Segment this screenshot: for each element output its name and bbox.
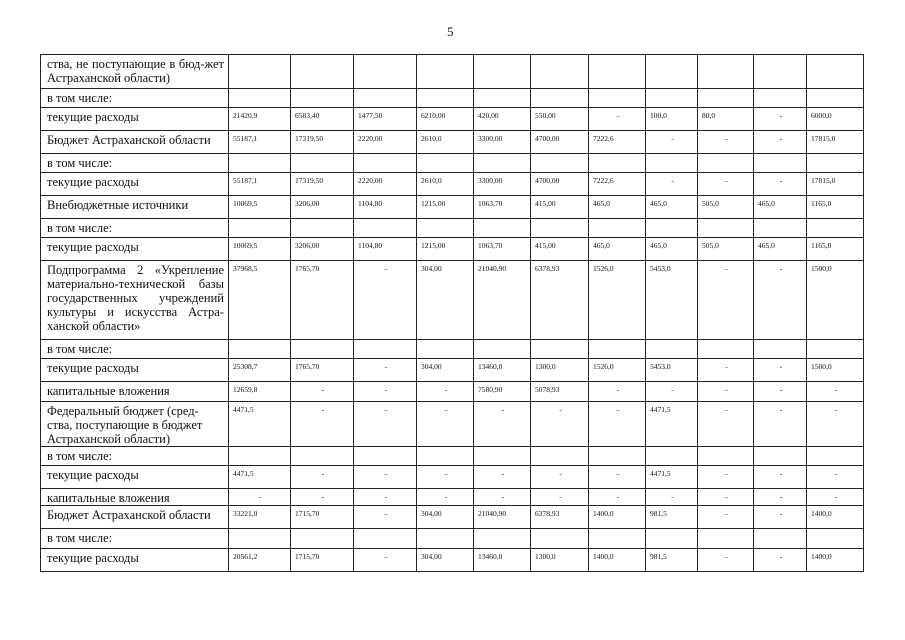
value-cell: 3300,00 bbox=[474, 131, 531, 154]
value-cell bbox=[474, 55, 531, 89]
value-cell: 465,0 bbox=[754, 238, 807, 261]
value-cell bbox=[807, 529, 864, 549]
table-row bbox=[41, 261, 864, 340]
value-cell: - bbox=[646, 173, 698, 196]
value-cell: 10069,5 bbox=[229, 238, 291, 261]
value-cell: - bbox=[754, 261, 807, 340]
row-label: капитальные вложения bbox=[41, 489, 229, 506]
table-row bbox=[41, 173, 864, 196]
value-cell bbox=[807, 55, 864, 89]
value-cell: 12659,8 bbox=[229, 382, 291, 402]
value-cell: 465,0 bbox=[754, 196, 807, 219]
value-cell: 2610,0 bbox=[417, 131, 474, 154]
value-cell: 5453,0 bbox=[646, 359, 698, 382]
row-label: ства, не поступающие в бюд-жет Астраханской области) bbox=[41, 55, 229, 89]
value-cell: - bbox=[589, 382, 646, 402]
value-cell: 5453,0 bbox=[646, 261, 698, 340]
table-row bbox=[41, 340, 864, 359]
value-cell bbox=[229, 55, 291, 89]
value-cell: - bbox=[354, 489, 417, 506]
value-cell: 5078,93 bbox=[531, 382, 589, 402]
value-cell bbox=[807, 89, 864, 108]
value-cell: 1526,0 bbox=[589, 359, 646, 382]
value-cell: - bbox=[754, 549, 807, 572]
value-cell: - bbox=[698, 466, 754, 489]
value-cell: - bbox=[698, 261, 754, 340]
value-cell bbox=[291, 89, 354, 108]
value-cell: - bbox=[589, 466, 646, 489]
value-cell: - bbox=[417, 402, 474, 447]
value-cell: - bbox=[354, 466, 417, 489]
value-cell bbox=[417, 340, 474, 359]
value-cell: 3206,00 bbox=[291, 238, 354, 261]
value-cell bbox=[531, 219, 589, 238]
value-cell bbox=[354, 340, 417, 359]
value-cell bbox=[589, 447, 646, 466]
value-cell: - bbox=[754, 489, 807, 506]
value-cell bbox=[291, 55, 354, 89]
value-cell bbox=[531, 340, 589, 359]
value-cell: 10069,5 bbox=[229, 196, 291, 219]
value-cell bbox=[291, 340, 354, 359]
value-cell: 1063,70 bbox=[474, 196, 531, 219]
value-cell: - bbox=[589, 402, 646, 447]
value-cell: 1104,80 bbox=[354, 238, 417, 261]
row-label: в том числе: bbox=[41, 89, 229, 108]
value-cell: 1400,0 bbox=[807, 506, 864, 529]
value-cell: - bbox=[807, 402, 864, 447]
value-cell bbox=[646, 340, 698, 359]
value-cell: - bbox=[698, 359, 754, 382]
value-cell: 6378,93 bbox=[531, 506, 589, 529]
value-cell bbox=[754, 55, 807, 89]
value-cell: 304,00 bbox=[417, 506, 474, 529]
value-cell bbox=[646, 89, 698, 108]
value-cell: - bbox=[474, 466, 531, 489]
value-cell: 6378,93 bbox=[531, 261, 589, 340]
value-cell bbox=[698, 447, 754, 466]
value-cell bbox=[417, 447, 474, 466]
value-cell: - bbox=[417, 382, 474, 402]
value-cell: 6000,0 bbox=[807, 108, 864, 131]
value-cell: - bbox=[698, 549, 754, 572]
value-cell: - bbox=[698, 173, 754, 196]
value-cell bbox=[291, 219, 354, 238]
value-cell bbox=[417, 89, 474, 108]
value-cell: 7222,6 bbox=[589, 173, 646, 196]
table-row bbox=[41, 219, 864, 238]
value-cell: 1165,0 bbox=[807, 196, 864, 219]
value-cell: - bbox=[291, 466, 354, 489]
value-cell: - bbox=[291, 402, 354, 447]
row-label: в том числе: bbox=[41, 219, 229, 238]
value-cell bbox=[474, 447, 531, 466]
value-cell: 415,00 bbox=[531, 238, 589, 261]
value-cell: 1715,70 bbox=[291, 549, 354, 572]
value-cell: 1765,70 bbox=[291, 359, 354, 382]
value-cell: - bbox=[354, 359, 417, 382]
value-cell: 55187,1 bbox=[229, 131, 291, 154]
value-cell: 4700,00 bbox=[531, 131, 589, 154]
value-cell: - bbox=[754, 108, 807, 131]
value-cell bbox=[474, 340, 531, 359]
value-cell bbox=[589, 529, 646, 549]
value-cell: 550,00 bbox=[531, 108, 589, 131]
value-cell: 100,0 bbox=[646, 108, 698, 131]
value-cell: 33221,0 bbox=[229, 506, 291, 529]
value-cell: 13460,0 bbox=[474, 549, 531, 572]
table-row bbox=[41, 466, 864, 489]
value-cell: - bbox=[417, 466, 474, 489]
value-cell: 7222,6 bbox=[589, 131, 646, 154]
value-cell bbox=[698, 340, 754, 359]
table-row bbox=[41, 447, 864, 466]
value-cell bbox=[474, 219, 531, 238]
value-cell: - bbox=[698, 489, 754, 506]
value-cell bbox=[589, 89, 646, 108]
value-cell bbox=[646, 219, 698, 238]
value-cell: 6210,00 bbox=[417, 108, 474, 131]
value-cell: - bbox=[417, 489, 474, 506]
value-cell bbox=[229, 219, 291, 238]
value-cell: 304,00 bbox=[417, 261, 474, 340]
value-cell: 4471,5 bbox=[229, 466, 291, 489]
value-cell bbox=[698, 219, 754, 238]
value-cell bbox=[417, 154, 474, 173]
value-cell: - bbox=[354, 506, 417, 529]
table-row bbox=[41, 529, 864, 549]
value-cell: 1063,70 bbox=[474, 238, 531, 261]
value-cell: 21040,90 bbox=[474, 506, 531, 529]
value-cell: - bbox=[474, 402, 531, 447]
value-cell bbox=[807, 219, 864, 238]
row-label: текущие расходы bbox=[41, 359, 229, 382]
value-cell: 4471,5 bbox=[229, 402, 291, 447]
value-cell: 17815,0 bbox=[807, 173, 864, 196]
value-cell: - bbox=[354, 402, 417, 447]
value-cell: - bbox=[531, 466, 589, 489]
value-cell: - bbox=[291, 382, 354, 402]
table-row bbox=[41, 549, 864, 572]
value-cell bbox=[807, 154, 864, 173]
value-cell: 1500,0 bbox=[807, 261, 864, 340]
value-cell: 3206,00 bbox=[291, 196, 354, 219]
value-cell bbox=[589, 340, 646, 359]
value-cell: 1400,0 bbox=[589, 506, 646, 529]
row-label: Федеральный бюджет (сред-ства, поступающие в бюджет Астраханской области) bbox=[41, 402, 229, 447]
value-cell bbox=[354, 89, 417, 108]
value-cell bbox=[229, 154, 291, 173]
value-cell bbox=[417, 219, 474, 238]
value-cell bbox=[754, 89, 807, 108]
value-cell: 505,0 bbox=[698, 196, 754, 219]
value-cell bbox=[646, 447, 698, 466]
value-cell bbox=[354, 447, 417, 466]
value-cell bbox=[354, 529, 417, 549]
value-cell bbox=[589, 219, 646, 238]
value-cell: 25308,7 bbox=[229, 359, 291, 382]
value-cell: 17319,50 bbox=[291, 173, 354, 196]
value-cell: - bbox=[589, 108, 646, 131]
value-cell bbox=[474, 154, 531, 173]
value-cell bbox=[754, 529, 807, 549]
value-cell: 505,0 bbox=[698, 238, 754, 261]
value-cell: 6583,40 bbox=[291, 108, 354, 131]
value-cell bbox=[698, 55, 754, 89]
value-cell: 304,00 bbox=[417, 359, 474, 382]
value-cell bbox=[354, 154, 417, 173]
value-cell: 1400,0 bbox=[589, 549, 646, 572]
value-cell bbox=[698, 154, 754, 173]
value-cell: 20561,2 bbox=[229, 549, 291, 572]
row-label: Бюджет Астраханской области bbox=[41, 506, 229, 529]
value-cell: - bbox=[531, 402, 589, 447]
value-cell bbox=[698, 89, 754, 108]
value-cell bbox=[754, 154, 807, 173]
table-row bbox=[41, 489, 864, 506]
table-row bbox=[41, 108, 864, 131]
row-label: текущие расходы bbox=[41, 108, 229, 131]
table-row bbox=[41, 196, 864, 219]
value-cell: 1477,50 bbox=[354, 108, 417, 131]
table-row bbox=[41, 238, 864, 261]
value-cell: 37968,5 bbox=[229, 261, 291, 340]
table-row bbox=[41, 506, 864, 529]
value-cell: 1165,0 bbox=[807, 238, 864, 261]
value-cell: - bbox=[531, 489, 589, 506]
value-cell: 2610,0 bbox=[417, 173, 474, 196]
value-cell: - bbox=[698, 506, 754, 529]
value-cell bbox=[646, 529, 698, 549]
value-cell bbox=[354, 55, 417, 89]
row-label: в том числе: bbox=[41, 340, 229, 359]
value-cell: 13460,0 bbox=[474, 359, 531, 382]
value-cell: - bbox=[754, 506, 807, 529]
value-cell: - bbox=[354, 382, 417, 402]
value-cell: - bbox=[354, 549, 417, 572]
value-cell bbox=[807, 447, 864, 466]
value-cell bbox=[754, 340, 807, 359]
value-cell: 17815,0 bbox=[807, 131, 864, 154]
value-cell: 465,0 bbox=[589, 238, 646, 261]
value-cell bbox=[646, 55, 698, 89]
value-cell: 1215,00 bbox=[417, 196, 474, 219]
value-cell: - bbox=[291, 489, 354, 506]
value-cell: - bbox=[646, 489, 698, 506]
value-cell bbox=[229, 340, 291, 359]
value-cell bbox=[698, 529, 754, 549]
value-cell bbox=[229, 447, 291, 466]
page-number: 5 bbox=[447, 24, 454, 39]
value-cell bbox=[291, 447, 354, 466]
value-cell bbox=[474, 529, 531, 549]
row-label: текущие расходы bbox=[41, 173, 229, 196]
row-label: текущие расходы bbox=[41, 238, 229, 261]
value-cell bbox=[354, 219, 417, 238]
value-cell: - bbox=[754, 131, 807, 154]
table-row bbox=[41, 89, 864, 108]
row-label: в том числе: bbox=[41, 529, 229, 549]
value-cell: 1300,0 bbox=[531, 549, 589, 572]
value-cell: - bbox=[646, 131, 698, 154]
value-cell: 3300,00 bbox=[474, 173, 531, 196]
budget-table-body bbox=[41, 55, 864, 572]
value-cell: - bbox=[589, 489, 646, 506]
value-cell: 415,00 bbox=[531, 196, 589, 219]
value-cell: - bbox=[229, 489, 291, 506]
table-row bbox=[41, 55, 864, 89]
value-cell: - bbox=[807, 466, 864, 489]
row-label: текущие расходы bbox=[41, 466, 229, 489]
value-cell: - bbox=[698, 131, 754, 154]
value-cell: 1500,0 bbox=[807, 359, 864, 382]
value-cell: - bbox=[354, 261, 417, 340]
value-cell bbox=[531, 55, 589, 89]
value-cell: - bbox=[754, 466, 807, 489]
row-label: Подпрограмма 2 «Укрепление материально-технической базы государственных учреждений культуры и искусства Астра-ханской области» bbox=[41, 261, 229, 340]
value-cell: - bbox=[754, 402, 807, 447]
value-cell: - bbox=[698, 402, 754, 447]
value-cell: 21040,90 bbox=[474, 261, 531, 340]
row-label: Бюджет Астраханской области bbox=[41, 131, 229, 154]
value-cell: 465,0 bbox=[589, 196, 646, 219]
row-label: капитальные вложения bbox=[41, 382, 229, 402]
value-cell: 1765,70 bbox=[291, 261, 354, 340]
value-cell: 465,0 bbox=[646, 196, 698, 219]
value-cell: - bbox=[807, 382, 864, 402]
value-cell bbox=[474, 89, 531, 108]
table-row bbox=[41, 359, 864, 382]
value-cell bbox=[229, 529, 291, 549]
table-row bbox=[41, 154, 864, 173]
value-cell: 1526,0 bbox=[589, 261, 646, 340]
value-cell: 1300,0 bbox=[531, 359, 589, 382]
value-cell: 4700,00 bbox=[531, 173, 589, 196]
value-cell: - bbox=[698, 382, 754, 402]
value-cell bbox=[589, 154, 646, 173]
value-cell: 981,5 bbox=[646, 549, 698, 572]
value-cell bbox=[531, 529, 589, 549]
value-cell: 465,0 bbox=[646, 238, 698, 261]
value-cell: 304,00 bbox=[417, 549, 474, 572]
value-cell: 21420,9 bbox=[229, 108, 291, 131]
value-cell bbox=[531, 89, 589, 108]
value-cell: 1215,00 bbox=[417, 238, 474, 261]
value-cell: 55187,1 bbox=[229, 173, 291, 196]
value-cell: 4471,5 bbox=[646, 402, 698, 447]
value-cell bbox=[531, 154, 589, 173]
value-cell bbox=[291, 154, 354, 173]
value-cell: 2220,00 bbox=[354, 131, 417, 154]
value-cell: - bbox=[754, 173, 807, 196]
value-cell bbox=[589, 55, 646, 89]
value-cell: 1400,0 bbox=[807, 549, 864, 572]
value-cell bbox=[646, 154, 698, 173]
row-label: в том числе: bbox=[41, 154, 229, 173]
value-cell: - bbox=[474, 489, 531, 506]
value-cell bbox=[417, 55, 474, 89]
value-cell: 420,00 bbox=[474, 108, 531, 131]
value-cell bbox=[417, 529, 474, 549]
value-cell: 1104,80 bbox=[354, 196, 417, 219]
value-cell: 7580,90 bbox=[474, 382, 531, 402]
value-cell: 80,0 bbox=[698, 108, 754, 131]
table-row bbox=[41, 382, 864, 402]
value-cell bbox=[754, 447, 807, 466]
table-row bbox=[41, 131, 864, 154]
value-cell: - bbox=[754, 382, 807, 402]
value-cell bbox=[291, 529, 354, 549]
value-cell: 981,5 bbox=[646, 506, 698, 529]
value-cell bbox=[531, 447, 589, 466]
value-cell: - bbox=[807, 489, 864, 506]
value-cell bbox=[754, 219, 807, 238]
value-cell bbox=[807, 340, 864, 359]
value-cell: 17319,50 bbox=[291, 131, 354, 154]
value-cell: 4471,5 bbox=[646, 466, 698, 489]
budget-table bbox=[40, 54, 864, 572]
row-label: в том числе: bbox=[41, 447, 229, 466]
value-cell: - bbox=[646, 382, 698, 402]
row-label: текущие расходы bbox=[41, 549, 229, 572]
value-cell: 1715,70 bbox=[291, 506, 354, 529]
table-row bbox=[41, 402, 864, 447]
row-label: Внебюджетные источники bbox=[41, 196, 229, 219]
value-cell: 2220,00 bbox=[354, 173, 417, 196]
value-cell bbox=[229, 89, 291, 108]
value-cell: - bbox=[754, 359, 807, 382]
